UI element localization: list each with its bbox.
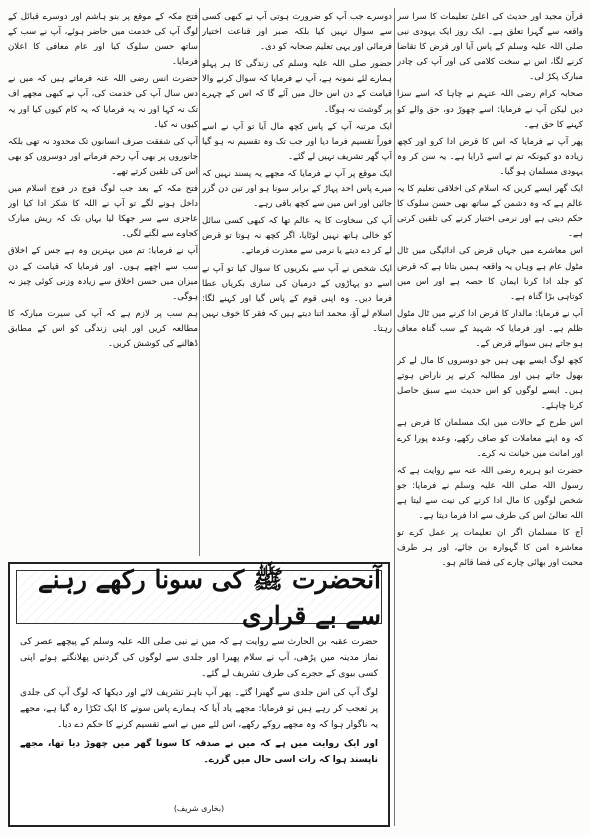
paragraph: اس طرح کے حالات میں ایک مسلمان کا فرض ہے کہ وہ اپنے معاملات کو صاف رکھے، وعدہ پورا کرے اور امانت میں خیانت نہ کرے۔ (397, 418, 583, 459)
paragraph: ایک گھر ایسے کریں کہ اسلام کی اخلاقی تعلیم کا یہ عالم ہے کہ وہ دشمن کے ساتھ بھی حسن سلوک کا حکم دیتی ہے اور نرمی اختیار کرنے کی تلقین کرتی ہے۔ (397, 184, 583, 240)
boxed-article-header (16, 565, 382, 630)
paragraph: فتح مکہ کے موقع پر بنو ہاشم اور دوسرے قبائل کے لوگ آپ کی خدمت میں حاضر ہوئے، آپ نے سب کے ساتھ حسن سلوک کیا اور عام معافی کا اعلان فرمایا۔ (8, 12, 198, 68)
paragraph: کچھ لوگ ایسے بھی ہیں جو دوسروں کا مال لے کر بھول جاتے ہیں اور مطالبہ کرنے پر ناراض ہوتے ہیں۔ ایسے لوگوں کو اس حدیث سے سبق حاصل کرنا چاہئے۔ (397, 356, 583, 412)
paragraph: آپ نے فرمایا: تم میں بہترین وہ ہے جس کے اخلاق سب سے اچھے ہوں۔ اور فرمایا کہ قیامت کے دن میزان میں حسن اخلاق سے زیادہ وزنی کوئی چیز نہ ہوگی۔ (8, 246, 198, 302)
paragraph: فتح مکہ کے بعد جب لوگ فوج در فوج اسلام میں داخل ہونے لگے تو آپ نے اللہ کا شکر ادا کیا اور عاجزی سے سر جھکا لیا یہاں تک کہ ریش مبارک کجاوے سے لگنے لگی۔ (8, 184, 198, 240)
paragraph: حضرت انس رضی اللہ عنہ فرماتے ہیں کہ میں نے دس سال آپ کی خدمت کی، آپ نے کبھی مجھے اف تک نہ کہا اور نہ یہ فرمایا کہ یہ کام کیوں کیا اور یہ کیوں نہ کیا۔ (8, 74, 198, 130)
column-divider (199, 8, 200, 556)
paragraph: آپ نے فرمایا: مالدار کا قرض ادا کرنے میں ٹال مٹول ظلم ہے۔ اور فرمایا کہ شہید کے سب گناہ معاف ہو جاتے ہیں سوائے قرض کے۔ (397, 308, 583, 349)
paragraph: قرآن مجید اور حدیث کی اعلیٰ تعلیمات کا سرا سر واقعہ سے گہرا تعلق ہے۔ ایک روز ایک یہودی نبی صلی اللہ علیہ وسلم کے پاس آیا اور قرض کا تقاضا کرنے لگا، اس نے سخت کلامی کی اور آپ کی چادر مبارک پکڑ لی۔ (397, 12, 583, 83)
paragraph: حضرت عقبہ بن الحارث سے روایت ہے کہ میں نے نبی صلی اللہ علیہ وسلم کے پیچھے عصر کی نماز مدینہ میں پڑھی، آپ نے سلام پھیرا اور جلدی سے لوگوں کی گردنیں پھلانگتے ہوئے اپنی کسی بیوی کے حجرے کی طرف تشریف لے گئے۔ (20, 637, 378, 679)
paragraph: ایک مرتبہ آپ کے پاس کچھ مال آیا تو آپ نے اسے فوراً تقسیم فرما دیا اور جب تک وہ تقسیم نہ ہو گیا آپ گھر تشریف نہیں لے گئے۔ (202, 121, 392, 162)
paragraph: ایک موقع پر آپ نے فرمایا کہ مجھے یہ پسند نہیں کہ میرے پاس احد پہاڑ کے برابر سونا ہو اور تین دن گزر جائیں اور اس میں سے کچھ باقی رہے۔ (202, 168, 392, 210)
paragraph: حضور صلی اللہ علیہ وسلم کی زندگی کا ہر پہلو ہمارے لئے نمونہ ہے، آپ نے فرمایا کہ سوال کرنے والا قیامت کے دن اس حال میں آئے گا کہ اس کے چہرے پر گوشت نہ ہوگا۔ (202, 59, 392, 115)
boxed-article-title: آنحضرت ﷺ کی سونا رکھے رہنے سے بے قراری (37, 565, 381, 630)
paragraph: اس معاشرے میں جہاں قرض کی ادائیگی میں ٹال مٹول عام ہے وہاں یہ واقعہ ہمیں بتاتا ہے کہ قرض کو جلد ادا کرنا ایمان کا حصہ ہے اور اس میں کوتاہی بڑا گناہ ہے۔ (397, 246, 583, 302)
paragraph: پھر آپ نے فرمایا کہ اس کا قرض ادا کرو اور کچھ زیادہ دو کیونکہ تم نے اسے ڈرایا ہے۔ یہ سن کر وہ یہودی مسلمان ہو گیا۔ (397, 136, 583, 177)
column-divider (394, 8, 395, 826)
paragraph: لوگ آپ کی اس جلدی سے گھبرا گئے۔ پھر آپ باہر تشریف لائے اور دیکھا کہ لوگ آپ کی جلدی پر تعجب کر رہے ہیں تو فرمایا: مجھے یاد آیا کہ ہمارے پاس سونے کا ایک ٹکڑا رہ گیا ہے، مجھے یہ ناگوار ہوا کہ وہ مجھے روکے رکھے، اس لئے میں نے اسے تقسیم کرنے کا حکم دے دیا۔ (20, 688, 378, 730)
paragraph: ایک شخص نے آپ سے بکریوں کا سوال کیا تو آپ نے اسے دو پہاڑوں کے درمیان کی ساری بکریاں عطا فرما دیں۔ وہ اپنی قوم کے پاس گیا اور کہنے لگا: اسلام لے آؤ، محمد اتنا دیتے ہیں کہ فقر کا خوف نہیں رہتا۔ (202, 263, 392, 334)
source-reference: (بخاری شریف) (173, 804, 225, 813)
paragraph: ہم سب پر لازم ہے کہ آپ کی سیرت مبارکہ کا مطالعہ کریں اور اپنی زندگی کو اس کے مطابق ڈھالنے کی کوشش کریں۔ (8, 308, 198, 349)
article-column-middle (202, 10, 392, 555)
paragraph: اور ایک روایت میں ہے کہ میں نے صدقہ کا سونا گھر میں چھوڑ دیا تھا، مجھے ناپسند ہوا کہ رات اسی حال میں گزرے۔ (20, 739, 378, 765)
paragraph: آپ کی سخاوت کا یہ عالم تھا کہ کبھی کسی سائل کو خالی ہاتھ نہیں لوٹایا، اگر کچھ نہ ہوتا تو قرض لے کر دے دیتے یا نرمی سے معذرت فرماتے۔ (202, 216, 392, 257)
paragraph: حضرت ابو ہریرہ رضی اللہ عنہ سے روایت ہے کہ رسول اللہ صلی اللہ علیہ وسلم نے فرمایا: جو شخص لوگوں کا مال ادا کرنے کی نیت سے لیتا ہے اللہ تعالیٰ اس کی طرف سے ادا فرما دیتا ہے۔ (397, 465, 583, 521)
paragraph: دوسرے جب آپ کو ضرورت ہوتی آپ نے کبھی کسی سے سوال نہیں کیا بلکہ صبر اور قناعت اختیار فرمائی اور یہی تعلیم صحابہ کو دی۔ (202, 12, 392, 53)
boxed-article (8, 562, 390, 827)
article-column-left (8, 10, 198, 555)
paragraph: آپ کی شفقت صرف انسانوں تک محدود نہ تھی بلکہ جانوروں پر بھی آپ رحم فرماتے اور دوسروں کو بھی اس کی تلقین کرتے تھے۔ (8, 136, 198, 177)
paragraph: صحابہ کرام رضی اللہ عنہم نے چاہا کہ اسے سزا دیں لیکن آپ نے فرمایا: اسے چھوڑ دو، حق والے کو کہنے کا حق ہے۔ (397, 89, 583, 130)
paragraph: آج کا مسلمان اگر ان تعلیمات پر عمل کرے تو معاشرہ امن کا گہوارہ بن جائے، اور ہر طرف محبت اور بھائی چارے کی فضا قائم ہو۔ (397, 528, 583, 569)
boxed-article-body (20, 634, 378, 817)
article-column-right (397, 10, 583, 820)
